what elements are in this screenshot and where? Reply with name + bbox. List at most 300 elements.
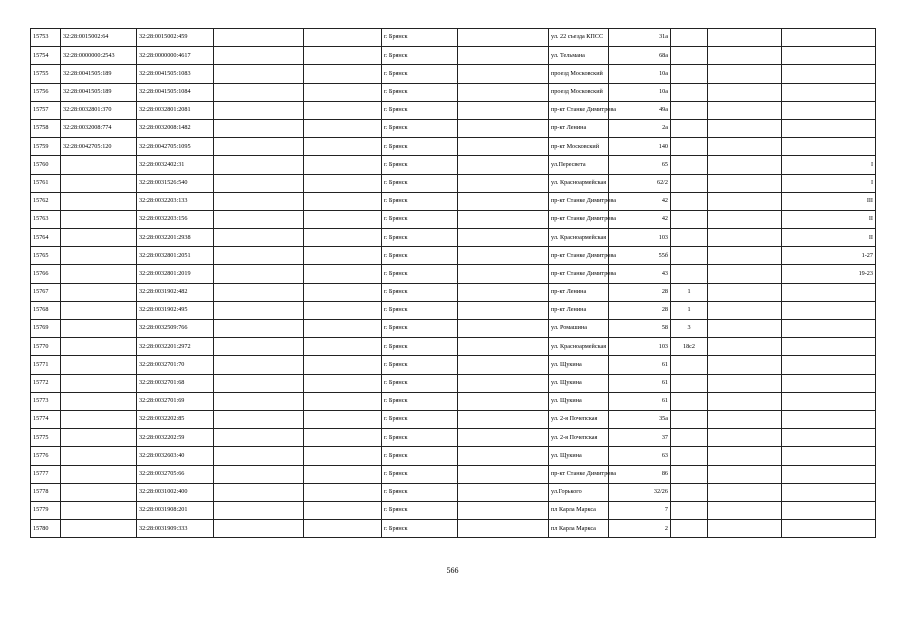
cell-record-number: 15762 xyxy=(31,192,61,210)
cell-record-number: 15761 xyxy=(31,174,61,192)
cell-building xyxy=(671,501,708,519)
cell-street: ул. Тельмана xyxy=(549,47,609,65)
cell-empty xyxy=(708,83,782,101)
cell-record-number: 15778 xyxy=(31,483,61,501)
cell-house-number: 63 xyxy=(609,447,671,465)
cell-building xyxy=(671,465,708,483)
cell-street: ул. Щукина xyxy=(549,447,609,465)
cell-house-number: 7 xyxy=(609,501,671,519)
table-row xyxy=(31,29,876,47)
cell-city: г. Брянск xyxy=(382,156,458,174)
cell-cadastral-number: 32:28:0031908:201 xyxy=(137,501,214,519)
cell-premises xyxy=(782,520,876,538)
cell-street: пр-кт Станке Димитрова xyxy=(549,210,609,228)
cell-record-number: 15771 xyxy=(31,356,61,374)
cell-empty xyxy=(214,265,304,283)
table-row xyxy=(31,392,876,410)
cell-empty xyxy=(304,47,382,65)
cell-building xyxy=(671,429,708,447)
table-row xyxy=(31,429,876,447)
cell-city: г. Брянск xyxy=(382,338,458,356)
cell-street: ул. Красноармейская xyxy=(549,229,609,247)
cell-premises xyxy=(782,447,876,465)
cell-street: пл Карла Маркса xyxy=(549,520,609,538)
cell-empty xyxy=(304,247,382,265)
cell-empty xyxy=(708,465,782,483)
cell-house-number: 28 xyxy=(609,283,671,301)
table-row xyxy=(31,356,876,374)
cell-empty xyxy=(214,374,304,392)
cell-empty xyxy=(214,247,304,265)
cell-previous-cadastral-number xyxy=(61,392,137,410)
cell-record-number: 15769 xyxy=(31,320,61,338)
cell-previous-cadastral-number xyxy=(61,374,137,392)
cell-previous-cadastral-number: 32:28:0041505:189 xyxy=(61,83,137,101)
cell-empty xyxy=(214,174,304,192)
cell-cadastral-number: 32:28:0031902:482 xyxy=(137,283,214,301)
cell-previous-cadastral-number xyxy=(61,501,137,519)
cell-empty xyxy=(708,520,782,538)
cell-city: г. Брянск xyxy=(382,210,458,228)
cell-house-number: 61 xyxy=(609,356,671,374)
cell-empty xyxy=(708,501,782,519)
cell-empty xyxy=(214,447,304,465)
cell-previous-cadastral-number: 32:28:0041505:189 xyxy=(61,65,137,83)
cell-cadastral-number: 32:28:0041505:1084 xyxy=(137,83,214,101)
cell-premises xyxy=(782,501,876,519)
cell-building xyxy=(671,29,708,47)
cell-empty xyxy=(458,138,549,156)
cell-empty xyxy=(458,229,549,247)
page-number: 566 xyxy=(446,566,459,575)
cell-building xyxy=(671,392,708,410)
cell-empty xyxy=(458,29,549,47)
registry-table xyxy=(30,28,876,538)
cell-cadastral-number: 32:28:0032801:2081 xyxy=(137,101,214,119)
cell-building xyxy=(671,156,708,174)
cell-house-number: 86 xyxy=(609,465,671,483)
cell-empty xyxy=(708,119,782,137)
cell-record-number: 15780 xyxy=(31,520,61,538)
cell-empty xyxy=(214,101,304,119)
cell-cadastral-number: 32:28:0031526:540 xyxy=(137,174,214,192)
cell-cadastral-number: 32:28:0000000:4617 xyxy=(137,47,214,65)
table-row xyxy=(31,410,876,428)
cell-empty xyxy=(304,301,382,319)
cell-city: г. Брянск xyxy=(382,229,458,247)
cell-empty xyxy=(214,465,304,483)
cell-cadastral-number: 32:28:0032203:156 xyxy=(137,210,214,228)
table-row xyxy=(31,447,876,465)
cell-city: г. Брянск xyxy=(382,429,458,447)
cell-cadastral-number: 32:28:0032701:69 xyxy=(137,392,214,410)
cell-city: г. Брянск xyxy=(382,65,458,83)
cell-record-number: 15759 xyxy=(31,138,61,156)
table-row xyxy=(31,192,876,210)
table-row xyxy=(31,320,876,338)
cell-house-number: 140 xyxy=(609,138,671,156)
cell-record-number: 15756 xyxy=(31,83,61,101)
registry-sheet xyxy=(30,28,875,538)
cell-street: пр-кт Станке Димитрова xyxy=(549,465,609,483)
cell-street: ул. Красноармейская xyxy=(549,338,609,356)
cell-record-number: 15760 xyxy=(31,156,61,174)
cell-empty xyxy=(214,138,304,156)
cell-empty xyxy=(214,338,304,356)
table-row xyxy=(31,119,876,137)
table-row xyxy=(31,483,876,501)
cell-previous-cadastral-number xyxy=(61,283,137,301)
cell-empty xyxy=(458,410,549,428)
cell-street: ул. Щукина xyxy=(549,392,609,410)
cell-record-number: 15765 xyxy=(31,247,61,265)
cell-building xyxy=(671,265,708,283)
cell-previous-cadastral-number xyxy=(61,301,137,319)
cell-previous-cadastral-number xyxy=(61,465,137,483)
cell-previous-cadastral-number xyxy=(61,429,137,447)
cell-empty xyxy=(304,265,382,283)
cell-record-number: 15774 xyxy=(31,410,61,428)
cell-house-number: 43 xyxy=(609,265,671,283)
cell-record-number: 15768 xyxy=(31,301,61,319)
cell-city: г. Брянск xyxy=(382,83,458,101)
cell-empty xyxy=(708,192,782,210)
cell-empty xyxy=(708,392,782,410)
cell-city: г. Брянск xyxy=(382,247,458,265)
cell-empty xyxy=(458,465,549,483)
cell-cadastral-number: 32:28:0041505:1083 xyxy=(137,65,214,83)
cell-empty xyxy=(708,356,782,374)
cell-house-number: 2 xyxy=(609,520,671,538)
cell-cadastral-number: 32:28:0032801:2019 xyxy=(137,265,214,283)
cell-building xyxy=(671,210,708,228)
cell-previous-cadastral-number xyxy=(61,156,137,174)
cell-premises: I xyxy=(782,174,876,192)
cell-house-number: 103 xyxy=(609,338,671,356)
cell-cadastral-number: 32:28:0032509:766 xyxy=(137,320,214,338)
cell-building: 3 xyxy=(671,320,708,338)
cell-previous-cadastral-number xyxy=(61,483,137,501)
cell-street: ул. 22 съезда КПСС xyxy=(549,29,609,47)
cell-premises: II xyxy=(782,229,876,247)
cell-house-number: 103 xyxy=(609,229,671,247)
cell-cadastral-number: 32:28:0032008:1482 xyxy=(137,119,214,137)
cell-cadastral-number: 32:28:0031909:333 xyxy=(137,520,214,538)
cell-empty xyxy=(458,101,549,119)
cell-record-number: 15772 xyxy=(31,374,61,392)
cell-empty xyxy=(304,320,382,338)
cell-record-number: 15754 xyxy=(31,47,61,65)
cell-cadastral-number: 32:28:0032402:31 xyxy=(137,156,214,174)
cell-building xyxy=(671,410,708,428)
cell-city: г. Брянск xyxy=(382,501,458,519)
cell-premises xyxy=(782,119,876,137)
cell-building xyxy=(671,247,708,265)
cell-empty xyxy=(458,356,549,374)
cell-city: г. Брянск xyxy=(382,410,458,428)
cell-empty xyxy=(304,174,382,192)
cell-empty xyxy=(458,520,549,538)
cell-record-number: 15775 xyxy=(31,429,61,447)
cell-city: г. Брянск xyxy=(382,29,458,47)
cell-city: г. Брянск xyxy=(382,320,458,338)
cell-house-number: 10а xyxy=(609,83,671,101)
cell-previous-cadastral-number xyxy=(61,192,137,210)
cell-empty xyxy=(214,29,304,47)
cell-street: ул. 2-я Почепская xyxy=(549,429,609,447)
cell-previous-cadastral-number: 32:28:0032008:774 xyxy=(61,119,137,137)
cell-city: г. Брянск xyxy=(382,101,458,119)
cell-previous-cadastral-number xyxy=(61,265,137,283)
cell-city: г. Брянск xyxy=(382,392,458,410)
cell-empty xyxy=(458,156,549,174)
table-row xyxy=(31,374,876,392)
cell-street: ул. Щукина xyxy=(549,374,609,392)
cell-empty xyxy=(708,47,782,65)
cell-premises: II xyxy=(782,210,876,228)
cell-empty xyxy=(304,483,382,501)
cell-empty xyxy=(214,429,304,447)
cell-city: г. Брянск xyxy=(382,174,458,192)
cell-empty xyxy=(214,483,304,501)
cell-city: г. Брянск xyxy=(382,374,458,392)
cell-empty xyxy=(304,156,382,174)
cell-empty xyxy=(458,174,549,192)
cell-street: ул.Пересвета xyxy=(549,156,609,174)
cell-city: г. Брянск xyxy=(382,520,458,538)
cell-empty xyxy=(214,47,304,65)
cell-record-number: 15779 xyxy=(31,501,61,519)
cell-empty xyxy=(458,429,549,447)
cell-street: ул. 2-я Почепская xyxy=(549,410,609,428)
cell-premises xyxy=(782,29,876,47)
cell-empty xyxy=(214,119,304,137)
cell-premises xyxy=(782,338,876,356)
cell-empty xyxy=(304,29,382,47)
cell-city: г. Брянск xyxy=(382,483,458,501)
cell-premises xyxy=(782,320,876,338)
cell-empty xyxy=(708,210,782,228)
table-row xyxy=(31,301,876,319)
cell-previous-cadastral-number xyxy=(61,447,137,465)
cell-house-number: 61 xyxy=(609,374,671,392)
cell-building xyxy=(671,65,708,83)
cell-cadastral-number: 32:28:0031002:400 xyxy=(137,483,214,501)
cell-empty xyxy=(214,83,304,101)
cell-empty xyxy=(214,356,304,374)
cell-empty xyxy=(304,410,382,428)
cell-empty xyxy=(708,447,782,465)
cell-empty xyxy=(708,483,782,501)
cell-cadastral-number: 32:28:0032201:2938 xyxy=(137,229,214,247)
cell-empty xyxy=(304,83,382,101)
cell-empty xyxy=(214,392,304,410)
cell-previous-cadastral-number xyxy=(61,520,137,538)
cell-cadastral-number: 32:28:0032701:70 xyxy=(137,356,214,374)
cell-record-number: 15770 xyxy=(31,338,61,356)
cell-premises xyxy=(782,483,876,501)
cell-empty xyxy=(458,83,549,101)
cell-building xyxy=(671,119,708,137)
cell-record-number: 15763 xyxy=(31,210,61,228)
cell-empty xyxy=(304,229,382,247)
cell-empty xyxy=(708,138,782,156)
cell-house-number: 28 xyxy=(609,301,671,319)
cell-empty xyxy=(304,338,382,356)
cell-empty xyxy=(458,265,549,283)
cell-city: г. Брянск xyxy=(382,465,458,483)
cell-house-number: 65 xyxy=(609,156,671,174)
cell-empty xyxy=(708,374,782,392)
cell-empty xyxy=(708,338,782,356)
table-row xyxy=(31,283,876,301)
cell-street: пр-кт Ленина xyxy=(549,301,609,319)
cell-empty xyxy=(214,301,304,319)
cell-city: г. Брянск xyxy=(382,47,458,65)
cell-street: ул. Ромашина xyxy=(549,320,609,338)
table-row xyxy=(31,501,876,519)
cell-empty xyxy=(214,156,304,174)
cell-empty xyxy=(214,501,304,519)
cell-empty xyxy=(214,65,304,83)
cell-empty xyxy=(214,283,304,301)
cell-cadastral-number: 32:28:0031902:495 xyxy=(137,301,214,319)
cell-house-number: 58 xyxy=(609,320,671,338)
cell-premises xyxy=(782,65,876,83)
cell-empty xyxy=(304,210,382,228)
cell-previous-cadastral-number xyxy=(61,174,137,192)
cell-empty xyxy=(458,301,549,319)
cell-premises xyxy=(782,392,876,410)
cell-cadastral-number: 32:28:0015002:459 xyxy=(137,29,214,47)
table-row xyxy=(31,247,876,265)
cell-previous-cadastral-number xyxy=(61,338,137,356)
cell-building xyxy=(671,520,708,538)
cell-house-number: 62/2 xyxy=(609,174,671,192)
cell-record-number: 15755 xyxy=(31,65,61,83)
cell-record-number: 15758 xyxy=(31,119,61,137)
cell-empty xyxy=(458,119,549,137)
cell-house-number: 61 xyxy=(609,392,671,410)
cell-empty xyxy=(458,65,549,83)
cell-building: 18с2 xyxy=(671,338,708,356)
cell-city: г. Брянск xyxy=(382,356,458,374)
cell-cadastral-number: 32:28:0032801:2051 xyxy=(137,247,214,265)
cell-cadastral-number: 32:28:0032705:66 xyxy=(137,465,214,483)
cell-city: г. Брянск xyxy=(382,265,458,283)
cell-street: пр-кт Станке Димитрова xyxy=(549,247,609,265)
cell-empty xyxy=(708,301,782,319)
cell-premises xyxy=(782,83,876,101)
cell-empty xyxy=(708,229,782,247)
cell-house-number: 10а xyxy=(609,65,671,83)
cell-premises xyxy=(782,410,876,428)
cell-empty xyxy=(214,520,304,538)
cell-empty xyxy=(304,520,382,538)
cell-building xyxy=(671,447,708,465)
cell-empty xyxy=(708,265,782,283)
cell-empty xyxy=(708,429,782,447)
cell-record-number: 15767 xyxy=(31,283,61,301)
cell-house-number: 2а xyxy=(609,119,671,137)
cell-premises xyxy=(782,101,876,119)
cell-empty xyxy=(214,192,304,210)
cell-building xyxy=(671,138,708,156)
table-row xyxy=(31,210,876,228)
cell-empty xyxy=(304,65,382,83)
cell-building xyxy=(671,356,708,374)
cell-street: ул.Горького xyxy=(549,483,609,501)
cell-empty xyxy=(708,29,782,47)
cell-empty xyxy=(214,320,304,338)
cell-street: пр-кт Станке Димитрова xyxy=(549,265,609,283)
cell-record-number: 15776 xyxy=(31,447,61,465)
cell-premises: 19-23 xyxy=(782,265,876,283)
cell-cadastral-number: 32:28:0032701:68 xyxy=(137,374,214,392)
table-row xyxy=(31,47,876,65)
cell-empty xyxy=(304,501,382,519)
cell-empty xyxy=(708,156,782,174)
cell-building xyxy=(671,83,708,101)
cell-empty xyxy=(458,338,549,356)
cell-empty xyxy=(304,374,382,392)
cell-premises xyxy=(782,47,876,65)
cell-empty xyxy=(458,247,549,265)
cell-premises xyxy=(782,283,876,301)
table-row xyxy=(31,229,876,247)
cell-empty xyxy=(304,465,382,483)
cell-previous-cadastral-number: 32:28:0015002:64 xyxy=(61,29,137,47)
cell-record-number: 15777 xyxy=(31,465,61,483)
cell-house-number: 68а xyxy=(609,47,671,65)
cell-street: пр-кт Станке Димитрова xyxy=(549,192,609,210)
cell-empty xyxy=(214,229,304,247)
cell-city: г. Брянск xyxy=(382,192,458,210)
cell-empty xyxy=(304,119,382,137)
cell-building: 1 xyxy=(671,283,708,301)
cell-empty xyxy=(458,501,549,519)
cell-empty xyxy=(458,374,549,392)
cell-empty xyxy=(214,210,304,228)
cell-premises: I xyxy=(782,156,876,174)
cell-previous-cadastral-number xyxy=(61,356,137,374)
cell-previous-cadastral-number xyxy=(61,210,137,228)
cell-house-number: 35а xyxy=(609,410,671,428)
table-row xyxy=(31,174,876,192)
cell-empty xyxy=(304,356,382,374)
cell-city: г. Брянск xyxy=(382,301,458,319)
table-row xyxy=(31,156,876,174)
cell-house-number: 31а xyxy=(609,29,671,47)
cell-record-number: 15766 xyxy=(31,265,61,283)
cell-empty xyxy=(304,429,382,447)
cell-premises: 1-27 xyxy=(782,247,876,265)
cell-building xyxy=(671,229,708,247)
cell-empty xyxy=(458,47,549,65)
cell-street: пл Карла Маркса xyxy=(549,501,609,519)
cell-empty xyxy=(458,483,549,501)
cell-house-number: 42 xyxy=(609,192,671,210)
cell-cadastral-number: 32:28:0032202:59 xyxy=(137,429,214,447)
cell-premises xyxy=(782,465,876,483)
cell-empty xyxy=(458,283,549,301)
cell-empty xyxy=(708,320,782,338)
table-row xyxy=(31,83,876,101)
cell-previous-cadastral-number: 32:28:0000000:2543 xyxy=(61,47,137,65)
cell-street: пр-кт Ленина xyxy=(549,283,609,301)
cell-building xyxy=(671,174,708,192)
cell-house-number: 37 xyxy=(609,429,671,447)
